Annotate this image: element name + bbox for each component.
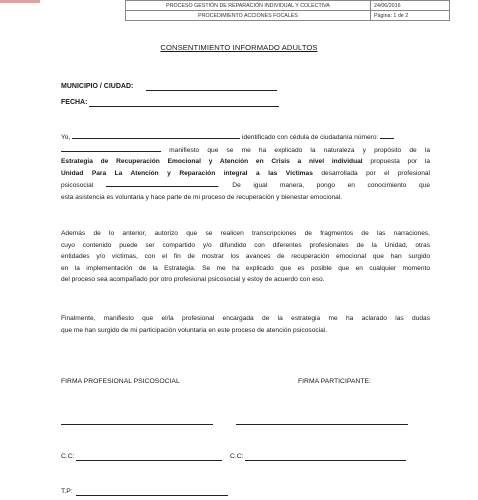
p1-line5-tail: . De igual manera, pongo en conocimiento que: [217, 182, 430, 190]
id-number-field-cont[interactable]: [61, 144, 161, 152]
p2-line3: entidades y/o víctimas, con el fin de mostrar los avances de recuperación emocional que han surgido: [61, 253, 430, 261]
p1-line4-tail: desarrollada por el profesional: [321, 169, 430, 177]
p1-unidad-name: Unidad Para La Atención y Reparación integral a las Víctimas: [61, 169, 313, 177]
municipio-field[interactable]: [146, 90, 277, 91]
header-procedure-name: PROCEDIMIENTO ACCIONES FOCALES: [126, 11, 371, 21]
p1-line6: esta asistencia es voluntaria y hace parte de mi proceso de recuperación y bienestar emocional.: [61, 193, 343, 201]
signature-professional-label: FIRMA PROFESIONAL PSICOSOCIAL: [61, 378, 180, 385]
consent-paragraph-1: [61, 131, 430, 204]
consent-paragraph-2: [61, 228, 430, 286]
cc-professional-label: C.C:: [61, 453, 75, 460]
p2-line2: cuyo contenido puede ser compartido y/o difundido con diferentes profesionales de la Unidad, otras: [61, 241, 430, 249]
p1-line3-tail: propuesta por la: [370, 158, 430, 166]
p2-line5: del proceso sea acompañado por otro profesional psicosocial y estoy de acuerdo con eso.: [61, 276, 325, 284]
document-header-table: [125, 0, 450, 21]
cc-participant-field[interactable]: [245, 460, 406, 461]
signature-participant-line[interactable]: [236, 424, 408, 425]
fecha-field[interactable]: [89, 106, 279, 107]
header-page-number: Página: 1 de 2: [371, 11, 450, 21]
p1-psicosocial: psicosocial: [61, 182, 94, 190]
cc-professional-field[interactable]: [76, 460, 222, 461]
p1-line2: manifiesto que se me ha explicado la naturaleza y propósito de la: [169, 146, 430, 154]
header-date: 24/06/2016: [371, 1, 450, 11]
fecha-label: FECHA:: [61, 99, 88, 106]
p2-line4: en la implementación de la Estrategia. Se me ha explicado que es posible que en cualquier momento: [61, 264, 430, 272]
p1-yo: Yo,: [61, 134, 71, 141]
header-logo-mark: [0, 0, 40, 3]
cc-participant-label: C.C:: [230, 453, 244, 460]
consent-paragraph-3: [61, 313, 430, 336]
p3-line2: que me han surgido de mi participación voluntaria en este proceso de atención psicosocial.: [61, 326, 328, 334]
tp-label: T.P:: [61, 488, 73, 495]
name-field[interactable]: [72, 131, 240, 139]
p1-strategy-name: Estrategia de Recuperación Emocional y Atención en Crisis a nivel individual: [61, 158, 363, 166]
signature-professional-line[interactable]: [61, 424, 213, 425]
p3-line1: Finalmente, manifiesto que el/la profesional encargada de la estrategia me ha aclarado las dudas: [61, 315, 430, 322]
header-process-name: PROCESO GESTIÓN DE REPARACIÓN INDIVIDUAL Y COLECTIVA: [126, 1, 371, 11]
p1-id-text: identificado con cédula de ciudadanía número:: [241, 134, 379, 141]
tp-field[interactable]: [76, 495, 228, 496]
municipio-label: MUNICIPIO / CIUDAD:: [61, 83, 134, 90]
professional-name-field[interactable]: [106, 179, 218, 187]
document-title: CONSENTIMIENTO INFORMADO ADULTOS: [160, 43, 318, 52]
signature-participant-label: FIRMA PARTICIPANTE:: [298, 378, 371, 385]
id-number-field[interactable]: [380, 131, 394, 139]
p2-line1: Además de lo anterior, autorizo que se realicen transcripciones de fragmentos de las narraciones,: [61, 230, 430, 237]
